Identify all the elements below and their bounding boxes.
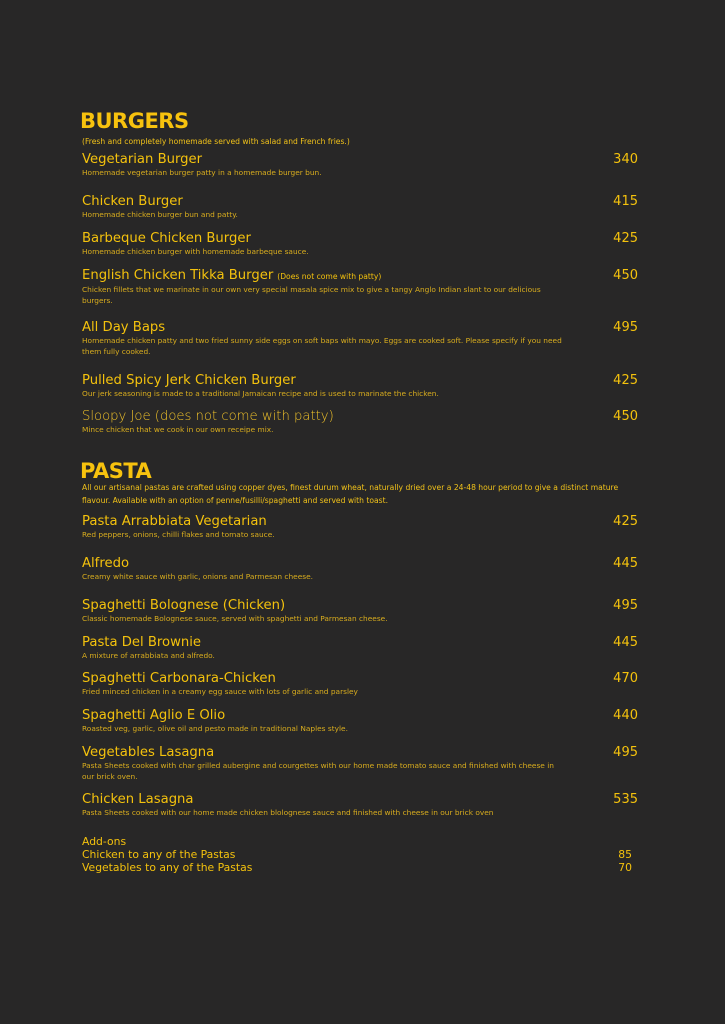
pasta-section-title: PASTA	[80, 459, 152, 483]
item-description: Homemade chicken burger with homemade barbeque sauce.	[82, 247, 309, 256]
item-description: Our jerk seasoning is made to a traditional Jamaican recipe and is used to marinate the chicken.	[82, 389, 439, 398]
menu-item-pasta-arrabbiata-vegetarian	[82, 514, 638, 541]
item-price: 535	[613, 792, 638, 807]
addon-price: 85	[618, 848, 632, 861]
item-price: 445	[613, 635, 638, 650]
item-description: Classic homemade Bolognese sauce, served with spaghetti and Parmesan cheese.	[82, 614, 388, 623]
addons-title: Add-ons	[82, 835, 127, 848]
item-price: 495	[613, 598, 638, 613]
item-name: Chicken Lasagna	[82, 792, 194, 807]
addon-price: 70	[618, 861, 632, 874]
addons-block	[82, 835, 632, 874]
item-name: Spaghetti Aglio E Olio	[82, 708, 226, 723]
item-name: Barbeque Chicken Burger	[82, 231, 251, 246]
menu-item-vegetarian-burger	[82, 152, 638, 179]
item-description: Chicken fillets that we marinate in our own very special masala spice mix to give a tangy Anglo Indian slant to our delicious burgers.	[82, 285, 541, 305]
menu-item-spaghetti-aglio-e-olio	[82, 708, 638, 735]
menu-item-sloopy-joe	[82, 409, 638, 436]
item-price: 415	[613, 194, 638, 209]
item-name: Pasta Del Brownie	[82, 635, 202, 650]
item-name: Alfredo	[82, 556, 130, 571]
pasta-section-note: All our artisanal pastas are crafted using copper dyes, finest durum wheat, naturally dried over a 24-48 hour period to give a distinct mature flavour. Available with an option of penne/fusilli/spaghetti and served with toast.	[82, 483, 619, 505]
menu-item-alfredo	[82, 556, 638, 583]
item-name: Sloopy Joe (does not come with patty)	[82, 409, 334, 424]
menu-item-vegetables-lasagna	[82, 745, 638, 782]
item-price: 425	[613, 514, 638, 529]
item-name: Vegetables Lasagna	[82, 745, 215, 760]
item-price: 445	[613, 556, 638, 571]
item-price: 450	[613, 268, 638, 283]
item-description: Homemade chicken patty and two fried sunny side eggs on soft baps with mayo. Eggs are cooked soft. Please specify if you need them fully cooked.	[82, 336, 562, 356]
item-description: Pasta Sheets cooked with char grilled aubergine and courgettes with our home made tomato sauce and finished with cheese in our brick oven.	[82, 761, 554, 781]
menu-item-spaghetti-carbonara-chicken	[82, 671, 638, 698]
item-price: 340	[613, 152, 638, 167]
addon-name: Vegetables to any of the Pastas	[82, 861, 253, 874]
item-name: Pulled Spicy Jerk Chicken Burger	[82, 373, 296, 388]
item-description: Pasta Sheets cooked with our home made chicken blolognese sauce and finished with cheese in our brick oven	[82, 808, 494, 817]
item-name: All Day Baps	[82, 320, 166, 335]
menu-item-barbeque-chicken-burger	[82, 231, 638, 258]
addon-row	[82, 861, 632, 874]
item-price: 440	[613, 708, 638, 723]
addon-name: Chicken to any of the Pastas	[82, 848, 236, 861]
menu-item-pasta-del-brownie	[82, 635, 638, 662]
item-description: Homemade chicken burger bun and patty.	[82, 210, 238, 219]
item-price: 470	[613, 671, 638, 686]
item-description: Fried minced chicken in a creamy egg sauce with lots of garlic and parsley	[82, 687, 358, 696]
item-description: Homemade vegetarian burger patty in a homemade burger bun.	[82, 168, 322, 177]
item-price: 425	[613, 231, 638, 246]
menu-item-all-day-baps	[82, 320, 638, 357]
item-description: Roasted veg, garlic, olive oil and pesto made in traditional Naples style.	[82, 724, 348, 733]
burgers-section-title: BURGERS	[80, 109, 189, 133]
item-description: Creamy white sauce with garlic, onions and Parmesan cheese.	[82, 572, 314, 581]
item-name: Pasta Arrabbiata Vegetarian	[82, 514, 267, 529]
item-name: Spaghetti Carbonara-Chicken	[82, 671, 276, 686]
item-price: 425	[613, 373, 638, 388]
menu-item-english-chicken-tikka-burger	[82, 268, 638, 306]
item-name: Spaghetti Bolognese (Chicken)	[82, 598, 286, 613]
item-aside-note: (Does not come with patty)	[277, 272, 382, 281]
menu-item-chicken-lasagna	[82, 792, 638, 819]
item-description: A mixture of arrabbiata and alfredo.	[82, 651, 215, 660]
item-description: Mince chicken that we cook in our own receipe mix.	[82, 425, 274, 434]
item-price: 495	[613, 320, 638, 335]
item-price: 495	[613, 745, 638, 760]
addon-row	[82, 848, 632, 861]
item-name: Vegetarian Burger	[82, 152, 203, 167]
item-description: Red peppers, onions, chilli flakes and tomato sauce.	[82, 530, 275, 539]
burgers-section-note: (Fresh and completely homemade served with salad and French fries.)	[82, 137, 350, 146]
menu-item-chicken-burger	[82, 194, 638, 221]
menu-item-pulled-spicy-jerk-chicken-burger	[82, 373, 638, 400]
item-name: English Chicken Tikka Burger (Does not come with patty)	[82, 268, 382, 283]
item-name: Chicken Burger	[82, 194, 183, 209]
menu-item-spaghetti-bolognese	[82, 598, 638, 625]
item-price: 450	[613, 409, 638, 424]
